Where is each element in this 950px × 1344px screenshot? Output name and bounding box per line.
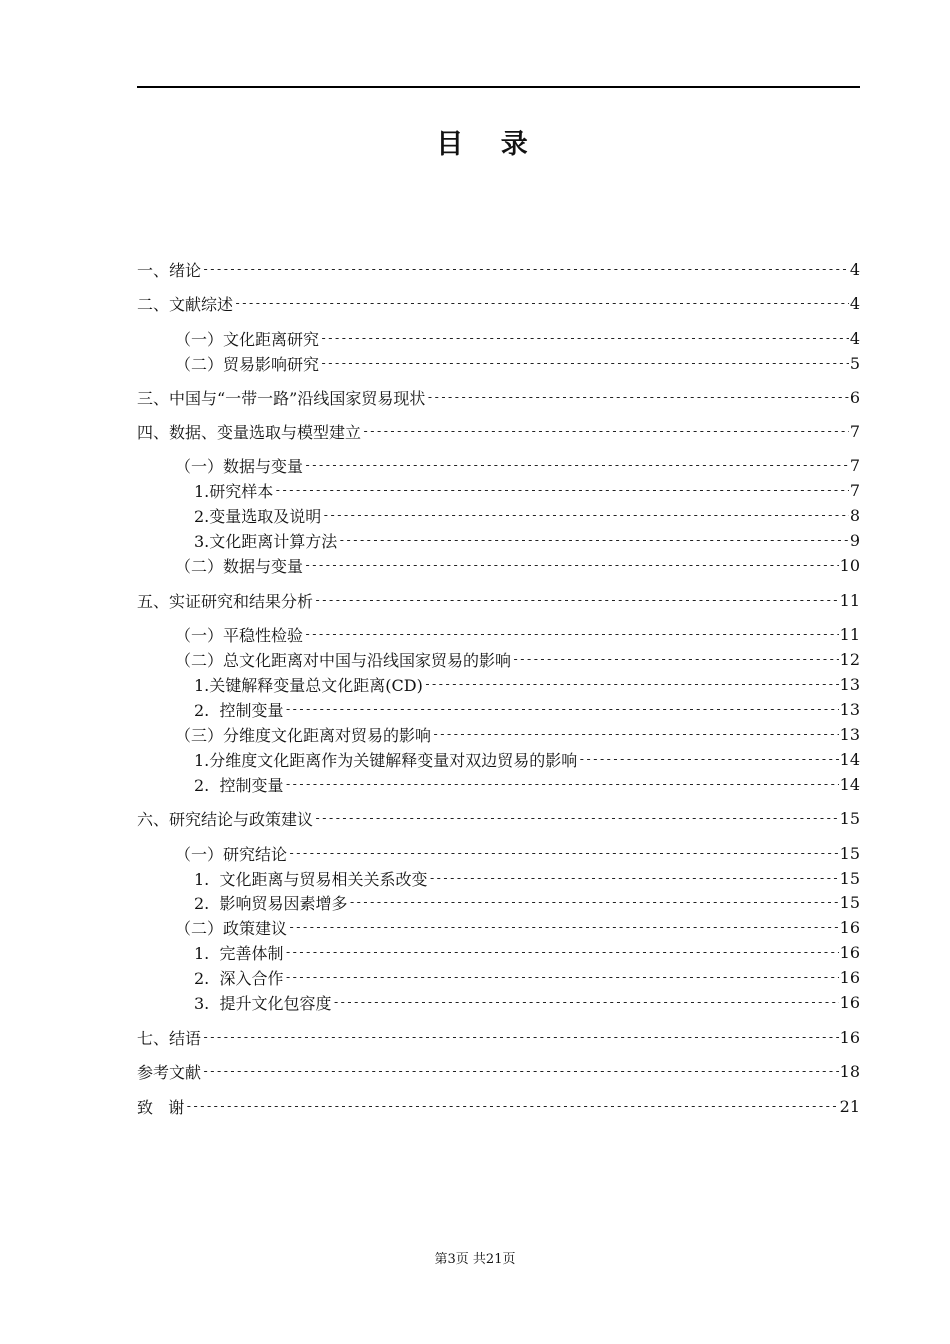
toc-page-number: 16	[839, 917, 860, 937]
toc-leader	[322, 508, 849, 522]
toc-entry-label: 2.变量选取及说明	[194, 506, 322, 526]
toc-page-number: 7	[849, 421, 860, 441]
toc-page-number: 21	[839, 1096, 860, 1116]
toc-entry-label: 1.关键解释变量总文化距离(CD)	[194, 675, 423, 695]
toc-leader	[320, 356, 849, 370]
toc-page-number: 15	[839, 892, 860, 912]
page-footer: 第3页 共21页	[434, 1252, 516, 1267]
toc-leader	[284, 777, 838, 791]
toc-entry-label: 参考文献	[137, 1062, 202, 1082]
toc-entry[interactable]	[137, 553, 860, 577]
toc-entry-label: 2. 影响贸易因素增多	[194, 893, 348, 913]
toc-leader	[202, 1030, 839, 1044]
toc-entry-label: （一）数据与变量	[175, 456, 304, 476]
toc-page-number: 9	[849, 530, 860, 550]
toc-page-number: 18	[839, 1061, 860, 1081]
toc-entry[interactable]	[137, 772, 860, 796]
toc-leader	[304, 558, 839, 572]
toc-page-number: 15	[839, 868, 860, 888]
toc-leader	[274, 483, 849, 497]
toc-page-number: 13	[839, 699, 860, 719]
toc-page-number: 5	[849, 353, 860, 373]
toc-leader	[348, 895, 838, 909]
toc-page-number: 4	[849, 293, 860, 313]
toc-leader	[362, 424, 849, 438]
toc-entry[interactable]	[137, 326, 860, 350]
toc-page-number: 16	[839, 967, 860, 987]
toc-entry[interactable]	[137, 385, 860, 409]
toc-entry-label: （二）数据与变量	[175, 556, 304, 576]
toc-page-number: 14	[839, 749, 860, 769]
toc-entry-label: （一）研究结论	[175, 844, 288, 864]
toc-entry[interactable]	[137, 806, 860, 830]
toc-leader	[304, 627, 839, 641]
toc-page-number: 8	[849, 505, 860, 525]
toc-entry-label: 一、绪论	[137, 260, 202, 280]
toc-entry-label: 三、中国与“一带一路”沿线国家贸易现状	[137, 388, 426, 408]
page-title: 目 录	[436, 129, 542, 160]
toc-page-number: 16	[839, 1027, 860, 1047]
toc-entry[interactable]	[137, 1094, 860, 1118]
toc-leader	[338, 533, 849, 547]
toc-leader	[428, 871, 838, 885]
toc-leader	[284, 945, 838, 959]
toc-leader	[288, 920, 839, 934]
toc-entry[interactable]	[137, 915, 860, 939]
toc-entry-label: 1.分维度文化距离作为关键解释变量对双边贸易的影响	[194, 750, 578, 770]
toc-entry[interactable]	[137, 351, 860, 375]
toc-leader	[314, 593, 839, 607]
toc-page-number: 4	[849, 328, 860, 348]
toc-leader	[424, 677, 839, 691]
toc-page-number: 6	[849, 387, 860, 407]
toc-entry[interactable]	[137, 1059, 860, 1083]
toc-entry-label: 1. 完善体制	[194, 943, 284, 963]
toc-entry[interactable]	[137, 866, 860, 890]
toc-entry-label: 1.研究样本	[194, 481, 274, 501]
toc-page-number: 7	[849, 480, 860, 500]
toc-entry-label: 四、数据、变量选取与模型建立	[137, 422, 362, 442]
toc-entry[interactable]	[137, 419, 860, 443]
toc-page-number: 14	[839, 774, 860, 794]
toc-page-number: 11	[839, 624, 860, 644]
toc-page-number: 15	[839, 843, 860, 863]
toc-leader	[320, 331, 849, 345]
toc-entry-label: （一）平稳性检验	[175, 625, 304, 645]
toc-entry-label: 1. 文化距离与贸易相关关系改变	[194, 869, 428, 889]
toc-entry-label: 六、研究结论与政策建议	[137, 809, 314, 829]
toc-entry[interactable]	[137, 453, 860, 477]
toc-leader	[284, 702, 838, 716]
toc-entry-label: 二、文献综述	[137, 294, 234, 314]
toc-entry[interactable]	[137, 965, 860, 989]
toc-entry[interactable]	[137, 503, 860, 527]
toc-leader	[202, 1064, 839, 1078]
toc-leader	[234, 296, 849, 310]
toc-entry-label: 2. 控制变量	[194, 775, 284, 795]
toc-page-number: 10	[839, 555, 860, 575]
toc-page-number: 16	[839, 992, 860, 1012]
toc-leader	[185, 1099, 838, 1113]
toc-page-number: 7	[849, 455, 860, 475]
header-rule	[137, 86, 860, 88]
toc-entry-label: （二）贸易影响研究	[175, 354, 320, 374]
toc-leader	[578, 752, 838, 766]
toc-entry-label: （三）分维度文化距离对贸易的影响	[175, 725, 432, 745]
toc-leader	[288, 846, 839, 860]
toc-entry[interactable]	[137, 528, 860, 552]
toc-entry-label: （二）总文化距离对中国与沿线国家贸易的影响	[175, 650, 512, 670]
toc-entry-label: 2. 控制变量	[194, 700, 284, 720]
toc-leader	[432, 727, 839, 741]
toc-entry[interactable]	[137, 990, 860, 1014]
toc-entry[interactable]	[137, 588, 860, 612]
toc-page-number: 4	[849, 259, 860, 279]
toc-leader	[512, 652, 839, 666]
toc-entry-label: （一）文化距离研究	[175, 329, 320, 349]
toc-page-number: 16	[839, 942, 860, 962]
toc-page-number: 15	[839, 808, 860, 828]
toc-entry[interactable]	[137, 890, 860, 914]
toc-entry[interactable]	[137, 291, 860, 315]
toc-entry[interactable]	[137, 940, 860, 964]
toc-leader	[284, 970, 838, 984]
toc-entry-label: 七、结语	[137, 1028, 202, 1048]
toc-leader	[426, 390, 848, 404]
toc-leader	[314, 811, 839, 825]
toc-entry-label: 3. 提升文化包容度	[194, 993, 332, 1013]
toc-entry[interactable]	[137, 697, 860, 721]
toc-entry[interactable]	[137, 722, 860, 746]
toc-entry[interactable]	[137, 622, 860, 646]
toc-entry-label: 3.文化距离计算方法	[194, 531, 338, 551]
toc-entry[interactable]	[137, 478, 860, 502]
toc-leader	[202, 262, 849, 276]
toc-entry-label: 五、实证研究和结果分析	[137, 591, 314, 611]
toc-entry[interactable]	[137, 647, 860, 671]
toc-leader	[304, 458, 849, 472]
toc-entry[interactable]	[137, 747, 860, 771]
toc-entry[interactable]	[137, 672, 860, 696]
toc-page-number: 12	[839, 649, 860, 669]
toc-page-number: 13	[839, 674, 860, 694]
toc-entry-label: （二）政策建议	[175, 918, 288, 938]
toc-leader	[332, 995, 838, 1009]
toc-entry-label: 致 谢	[137, 1097, 185, 1117]
toc-entry-label: 2. 深入合作	[194, 968, 284, 988]
toc-page-number: 13	[839, 724, 860, 744]
toc-page-number: 11	[839, 590, 860, 610]
toc-entry[interactable]	[137, 841, 860, 865]
toc-entry[interactable]	[137, 257, 860, 281]
toc-entry[interactable]	[137, 1025, 860, 1049]
